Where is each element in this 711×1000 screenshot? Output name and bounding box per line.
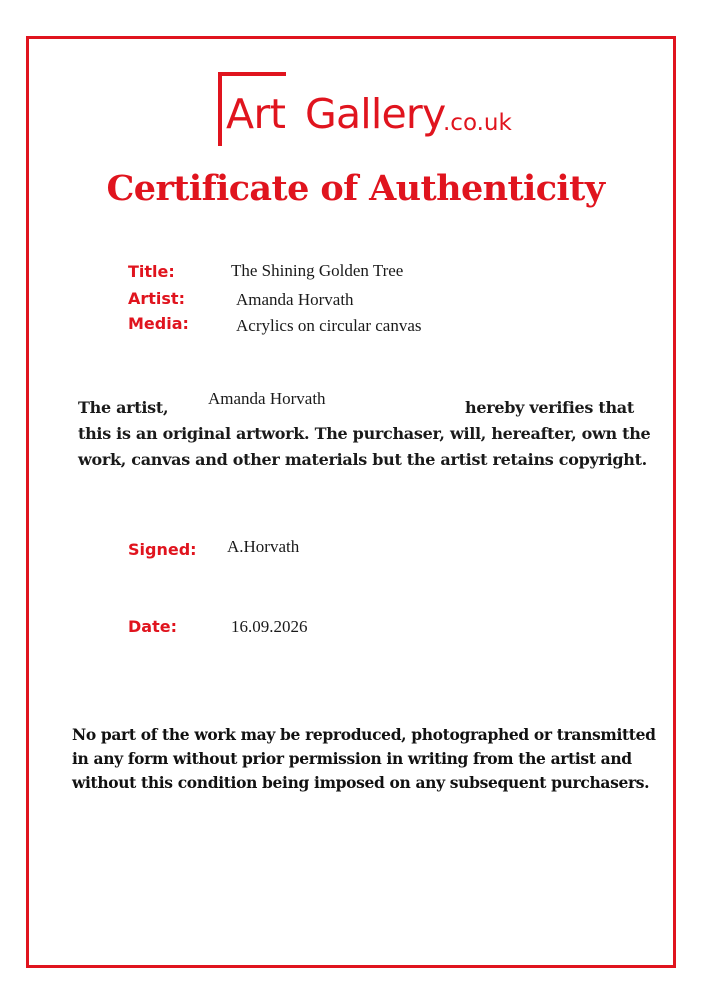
statement-line-2: this is an original artwork. The purchaser, will, hereafter, own the [78,424,651,443]
statement-line-3: work, canvas and other materials but the artist retains copyright. [78,450,647,469]
certificate-title: Certificate of Authenticity [106,168,605,209]
artist-label: Artist: [128,289,185,308]
statement-suffix: hereby verifies that [465,398,634,417]
signed-value: A.Horvath [227,537,300,556]
title-label: Title: [128,262,175,281]
logo-domain-text: .co.uk [443,110,512,136]
artist-value: Amanda Horvath [236,290,354,309]
logo-gallery-text: Gallery [305,90,446,138]
date-label: Date: [128,617,177,636]
notice-line-2: in any form without prior permission in writing from the artist and [72,749,632,768]
artgallery-logo [218,72,518,152]
notice-line-1: No part of the work may be reproduced, photographed or transmitted [72,725,656,744]
logo-art-text: Art [226,90,286,138]
media-label: Media: [128,314,189,333]
title-value: The Shining Golden Tree [231,261,404,280]
copyright-notice [72,723,672,795]
notice-line-3: without this condition being imposed on any subsequent purchasers. [72,773,650,792]
statement-artist-name: Amanda Horvath [208,389,326,408]
signed-label: Signed: [128,540,197,559]
date-value: 16.09.2026 [231,617,308,636]
statement-prefix: The artist, [78,398,169,417]
media-value: Acrylics on circular canvas [236,316,422,335]
